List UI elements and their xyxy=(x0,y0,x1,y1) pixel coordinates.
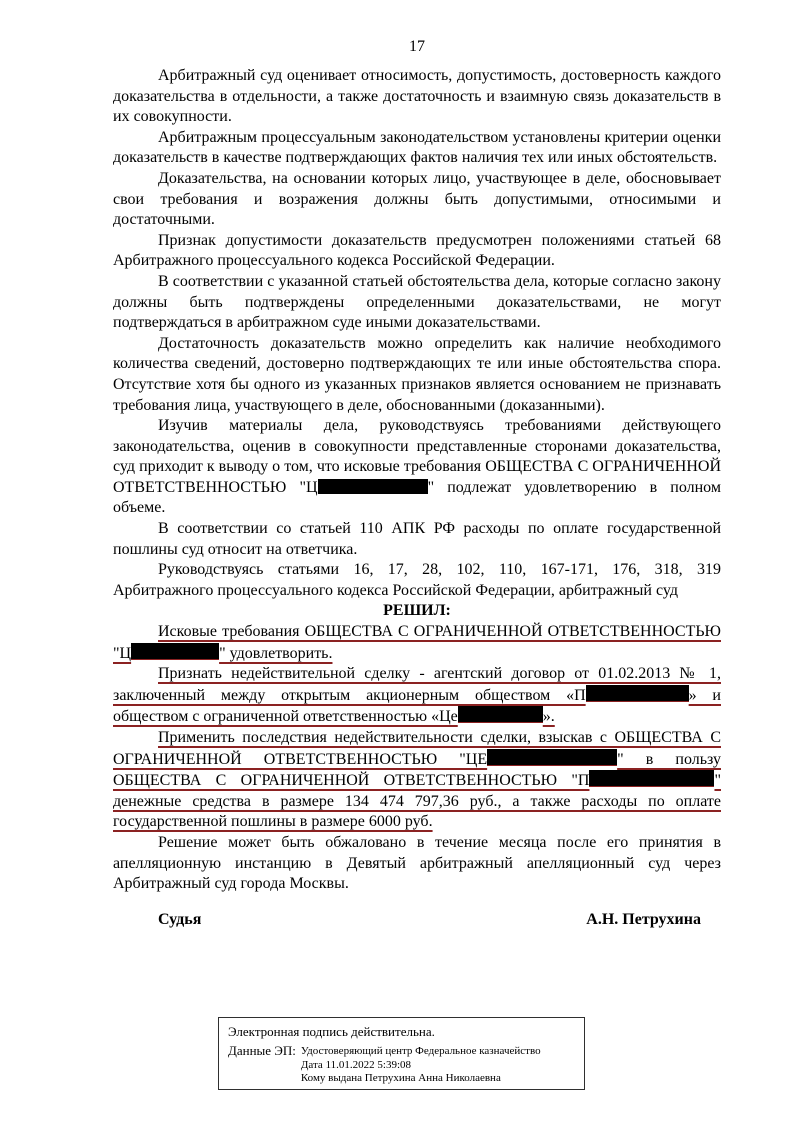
stamp-issued-to: Кому выдана Петрухина Анна Николаевна xyxy=(300,1072,501,1084)
stamp-date: Дата 11.01.2022 5:39:08 xyxy=(300,1058,412,1071)
stamp-data-label: Данные ЭП: xyxy=(228,1043,296,1058)
stamp-validity-text: Электронная подпись действительна. xyxy=(228,1024,435,1039)
paragraph: Достаточность доказательств можно определить как наличие необходимого количества сведений, достоверно подтверждающих те или иные обстоятельства спора. Отсутствие хотя бы одного из указанных признаков является основанием не признавать требования лица, участвующего в деле, обоснованными (доказанными). xyxy=(113,334,721,414)
paragraph: Руководствуясь статьями 16, 17, 28, 102, 110, 167-171, 176, 318, 319 Арбитражного процессуального кодекса Российской Федерации, арбитражный суд xyxy=(113,561,721,599)
document-body xyxy=(113,66,721,601)
paragraph: Изучив материалы дела, руководствуясь требованиями действующего законодательства, оценив в совокупности представленные сторонами доказательства, суд приходит к выводу о том, что исковые требования ОБЩЕСТВА С ОГРАНИЧЕННОЙ ОТВЕТСТВЕННОСТЬЮ "Ц " подлежат удовлетворению в полном объеме. xyxy=(113,417,721,517)
paragraph: Арбитражный суд оценивает относимость, допустимость, достоверность каждого доказательства в отдельности, а также достаточность и взаимную связь доказательств в их совокупности. xyxy=(113,67,721,126)
paragraph: Доказательства, на основании которых лицо, участвующее в деле, обосновывает свои требования и возражения должны быть допустимыми, относимыми и достаточными. xyxy=(113,169,721,229)
paragraph: Признак допустимости доказательств предусмотрен положениями статьей 68 Арбитражного процессуального кодекса Российской Федерации. xyxy=(113,231,721,270)
signature-row xyxy=(113,911,721,929)
paragraph: Признать недействительной сделку - агентский договор от 01.02.2013 № 1, заключенный между открытым акционерным обществом «П » и обществом с ограниченной ответственностью «Це ». xyxy=(113,665,721,726)
paragraph: Исковые требования ОБЩЕСТВА С ОГРАНИЧЕННОЙ ОТВЕТСТВЕННОСТЬЮ "Ц " удовлетворить. xyxy=(113,623,721,662)
redaction-box xyxy=(458,706,543,723)
redaction-box xyxy=(487,749,617,766)
stamp-authority: Удостоверяющий центр Федеральное казначейство xyxy=(300,1045,541,1057)
stamp-details xyxy=(301,1043,541,1086)
redaction-box xyxy=(131,643,219,660)
redaction-box xyxy=(586,685,689,702)
page-number: 17 xyxy=(409,38,425,55)
paragraph: В соответствии с указанной статьей обстоятельства дела, которые согласно закону должны быть подтверждены определенными доказательствами, не могут подтверждаться в арбитражном суде иными доказательствами. xyxy=(113,272,721,332)
resolution-section xyxy=(113,622,721,895)
paragraph: В соответствии со статьей 110 АПК РФ расходы по оплате государственной пошлины суд относит на ответчика. xyxy=(113,520,721,558)
paragraph: Решение может быть обжаловано в течение месяца после его принятия в апелляционную инстанцию в Девятый арбитражный апелляционный суд через Арбитражный суд города Москвы. xyxy=(113,833,721,893)
signature-name: А.Н. Петрухина xyxy=(586,910,701,928)
redaction-box xyxy=(589,770,714,787)
document-content xyxy=(113,38,721,929)
electronic-signature-stamp xyxy=(218,1017,585,1090)
paragraph: Применить последствия недействительности сделки, взыскав с ОБЩЕСТВА С ОГРАНИЧЕННОЙ ОТВЕТСТВЕННОСТЬЮ "ЦЕ " в пользу ОБЩЕСТВА С ОГРАНИЧЕННОЙ ОТВЕТСТВЕННОСТЬЮ "П " денежные средства в размере 134 474 797,36 руб., а также расходы по оплате государственной пошлины в размере 6000 руб. xyxy=(113,729,721,831)
resolution-heading: РЕШИЛ: xyxy=(383,602,451,620)
signature-label: Судья xyxy=(158,910,202,928)
paragraph: Арбитражным процессуальным законодательством установлены критерии оценки доказательств в качестве подтверждающих фактов наличия тех или иных обстоятельств. xyxy=(113,128,721,167)
stamp-data-row xyxy=(228,1043,584,1086)
redaction-box xyxy=(318,479,428,494)
